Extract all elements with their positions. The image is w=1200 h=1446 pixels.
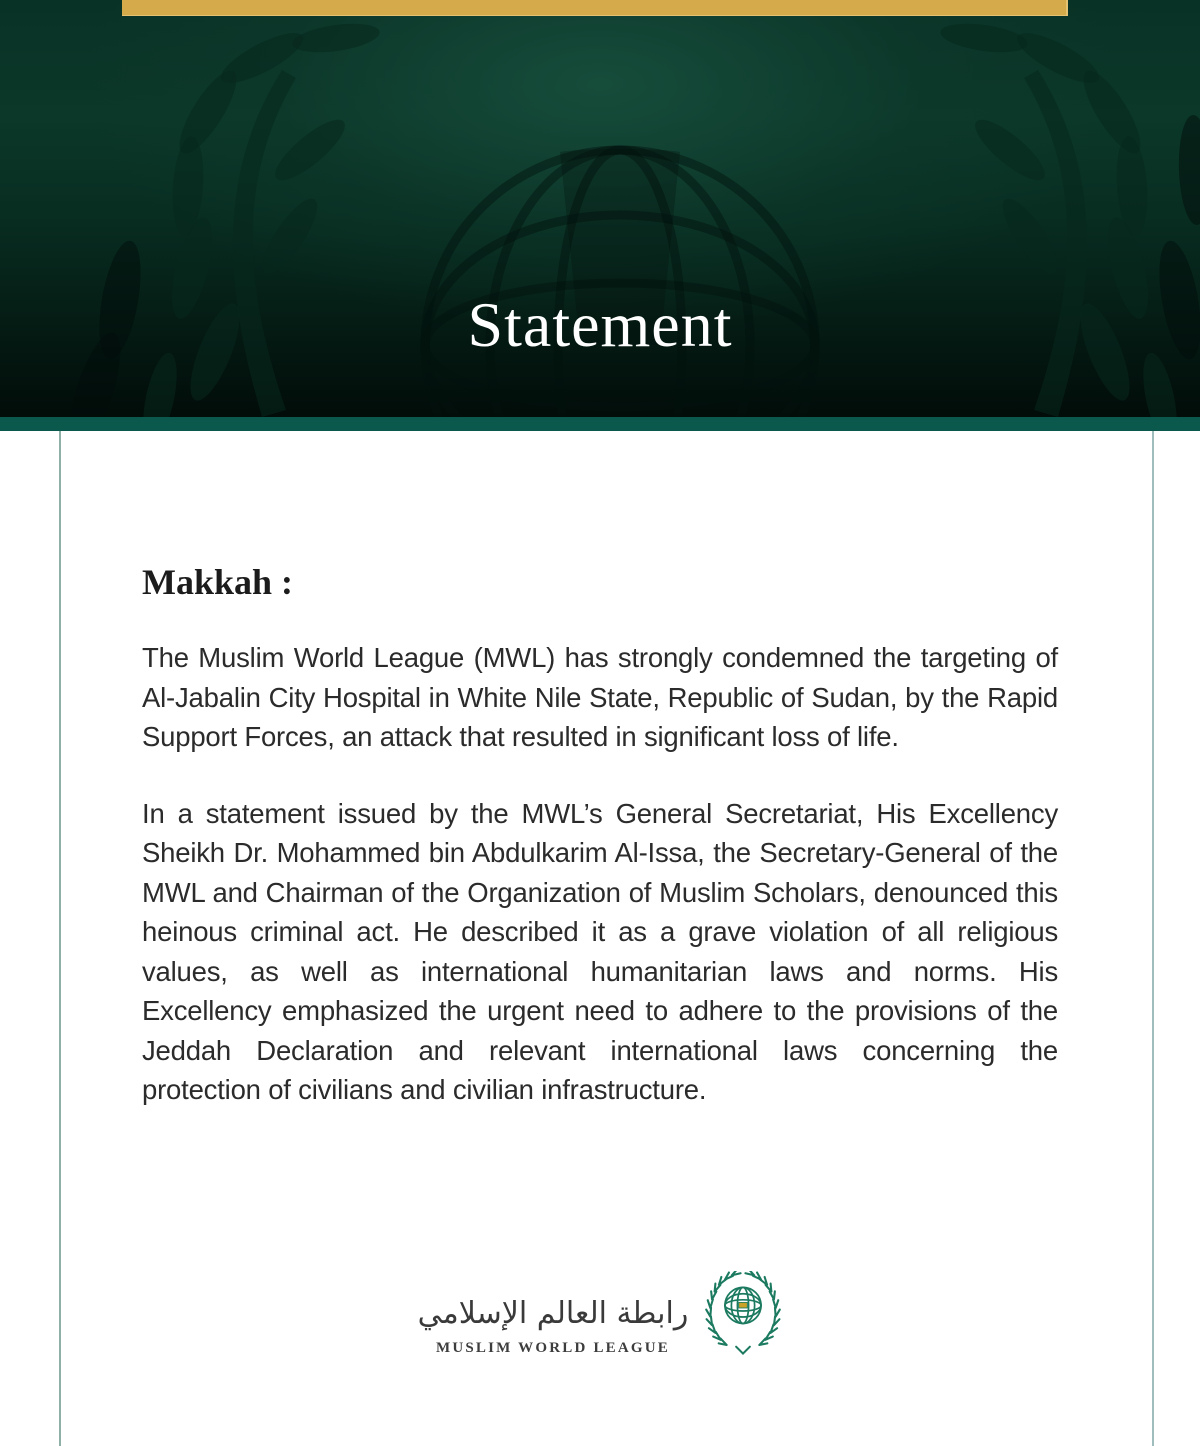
mwl-logo-text	[418, 1291, 689, 1357]
statement-text-block	[142, 560, 1058, 1110]
mwl-wordmark: MUSLIM WORLD LEAGUE	[435, 1340, 671, 1356]
mwl-arabic-calligraphy: رابطة العالم الإسلامي	[417, 1296, 689, 1331]
page-title: Statement	[467, 289, 733, 360]
header-banner	[0, 0, 1200, 417]
statement-body	[0, 431, 1200, 1446]
location-heading: Makkah :	[142, 562, 294, 602]
globe-wreath-icon	[704, 1271, 782, 1357]
teal-divider	[0, 417, 1200, 431]
mwl-logo	[0, 1271, 1200, 1357]
statement-paragraph-1: The Muslim World League (MWL) has strongly condemned the targeting of Al-Jabalin City Hospital in White Nile State, Republic of Sudan, by the Rapid Support Forces, an attack that resulted in significant loss of life.	[142, 642, 1058, 752]
statement-paragraph-2: In a statement issued by the MWL’s General Secretariat, His Excellency Sheikh Dr. Mohammed bin Abdulkarim Al-Issa, the Secretary-General of the MWL and Chairman of the Organization of Muslim Scholars, denounced this heinous criminal act. He described it as a grave violation of all religious values, as well as international humanitarian laws and norms. His Excellency emphasized the urgent need to adhere to the provisions of the Jeddah Declaration and relevant international laws concerning the protection of civilians and civilian infrastructure.	[142, 797, 1058, 1105]
gold-accent-bar	[122, 0, 1068, 16]
